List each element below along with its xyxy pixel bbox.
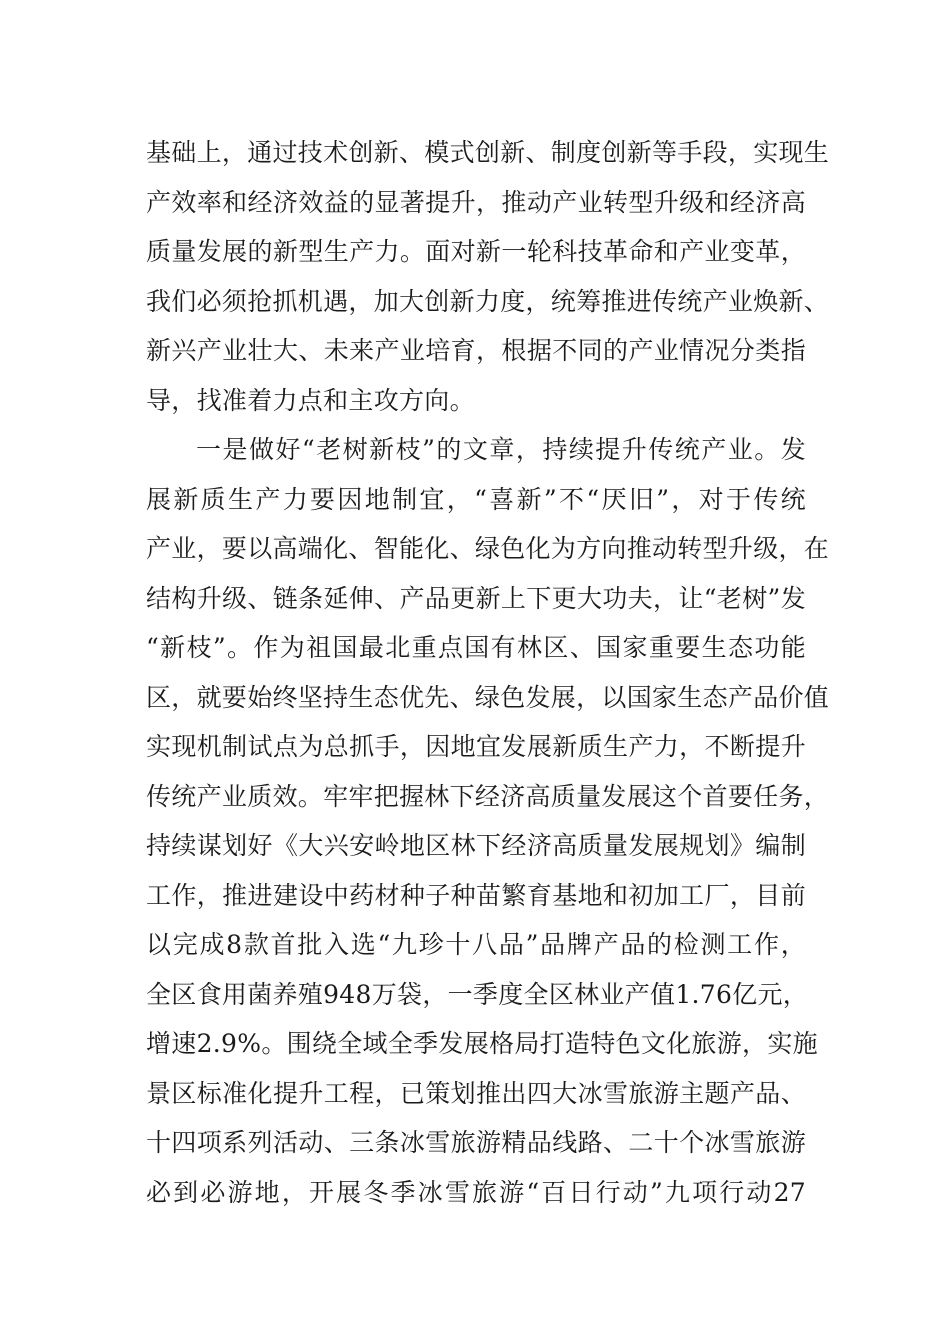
text-line: 增速2.9%。围绕全域全季发展格局打造特色文化旅游，实施 [146,1029,818,1058]
text-line: 以完成8款首批入选“九珍十八品”品牌产品的检测工作， [146,930,806,959]
document-body [146,128,830,1217]
text-line: 必到必游地，开展冬季冰雪旅游“百日行动”九项行动27 [146,1177,806,1207]
paragraph-1 [146,128,830,425]
text-line: 结构升级、链条延伸、产品更新上下更大功夫，让“老树”发 [146,583,806,613]
text-line: 持续谋划好《大兴安岭地区林下经济高质量发展规划》编制 [146,831,806,860]
text-line: 新兴产业壮大、未来产业培育，根据不同的产业情况分类指 [146,336,806,365]
text-line: 全区食用菌养殖948万袋，一季度全区林业产值1.76亿元， [146,979,809,1009]
text-line: 区，就要始终坚持生态优先、绿色发展，以国家生态产品价值 [146,682,830,712]
text-line: 质量发展的新型生产力。面对新一轮科技革命和产业变革， [146,237,806,266]
text-line: 导，找准着力点和主攻方向。 [146,385,475,415]
text-line: 一是做好“老树新枝”的文章，持续提升传统产业。发 [196,435,806,464]
text-line: 工作，推进建设中药材种子种苗繁育基地和初加工厂，目前 [146,880,806,910]
text-line: 景区标准化提升工程，已策划推出四大冰雪旅游主题产品、 [146,1078,806,1108]
text-line: 我们必须抢抓机遇，加大创新力度，统筹推进传统产业焕新、 [146,286,830,316]
text-line: 传统产业质效。牢牢把握林下经济高质量发展这个首要任务， [146,781,830,811]
text-line: 实现机制试点为总抓手，因地宜发展新质生产力，不断提升 [146,732,806,761]
text-line: 产业，要以高端化、智能化、绿色化为方向推动转型升级，在 [146,534,830,563]
text-line: 十四项系列活动、三条冰雪旅游精品线路、二十个冰雪旅游 [146,1128,806,1157]
text-line: 展新质生产力要因地制宜，“喜新”不“厌旧”，对于传统 [146,484,806,514]
text-line: 基础上，通过技术创新、模式创新、制度创新等手段，实现生 [146,138,830,167]
text-line: 产效率和经济效益的显著提升，推动产业转型升级和经济高 [146,187,806,217]
text-line: “新枝”。作为祖国最北重点国有林区、国家重要生态功能 [146,633,806,662]
paragraph-2 [146,425,830,1217]
